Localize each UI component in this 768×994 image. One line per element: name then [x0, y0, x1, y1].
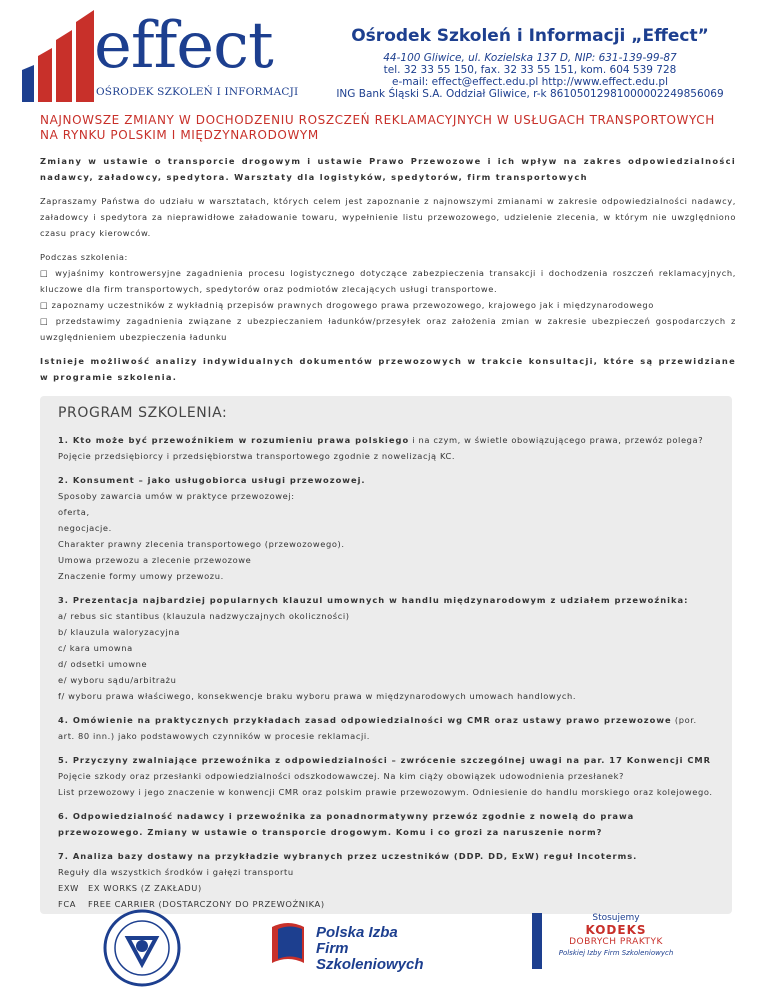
intro-section: [40, 113, 736, 393]
phones: tel. 32 33 55 150, fax. 32 33 55 151, kom. 604 539 728: [383, 64, 677, 76]
incoterm-code: FCA: [58, 899, 77, 909]
program-section-5: [58, 752, 714, 800]
program-box: [40, 396, 732, 914]
lead-paragraph: Zmiany w ustawie o transporcie drogowym i ustawie Prawo Przewozowe i ich wpływ na zakres odpowiedzialności nadawcy, załadowcy, spedytora. Warsztaty dla logistyków, spedytorów, firm transportowych: [40, 156, 736, 182]
section-heading: 1. Kto może być przewoźnikiem w rozumieniu prawa polskiego: [58, 435, 410, 445]
section-line: Znaczenie formy umowy przewozu.: [58, 571, 224, 581]
section-line: Reguły dla wszystkich środków i gałęzi transportu: [58, 867, 294, 877]
bank-account: ING Bank Śląski S.A. Oddział Gliwice, r-k 86105012981000002249856069: [336, 88, 724, 100]
incoterm-desc: EX WORKS (Z ZAKŁADU): [88, 883, 202, 893]
address: 44-100 Gliwice, ul. Kozielska 137 D, NIP: 631-139-99-87: [383, 52, 677, 64]
during-label: Podczas szkolenia:: [40, 252, 128, 262]
logo-subtitle: OŚRODEK SZKOLEŃ I INFORMACJI: [96, 86, 299, 98]
section-line: Charakter prawny zlecenia transportowego (przewozowego).: [58, 539, 345, 549]
section-heading: 3. Prezentacja najbardziej popularnych klauzul umownych w handlu międzynarodowym z udziałem przewoźnika:: [58, 595, 689, 605]
section-line: d/ odsetki umowne: [58, 659, 148, 669]
list-item: □ przedstawimy zagadnienia związane z ubezpieczaniem ładunków/przesyłek oraz założenia zmian w zakresie ubezpieczeń gospodarczych z uwzględnieniem ubezpieczenia ładunku: [40, 316, 736, 342]
section-heading: 2. Konsument – jako usługobiorca usługi przewozowej.: [58, 475, 366, 485]
kodeks-line-2: KODEKS: [585, 923, 647, 937]
section-line: Umowa przewozu a zlecenie przewozowe: [58, 555, 252, 565]
program-section-3: [58, 592, 714, 704]
section-line: oferta,: [58, 507, 90, 517]
certification-seal-icon: [102, 908, 182, 988]
section-line: negocjacje.: [58, 523, 112, 533]
bullet-list: [40, 265, 736, 345]
section-line: f/ wyboru prawa właściwego, konsekwencje braku wyboru prawa w międzynarodowych umowach handlowych.: [58, 691, 577, 701]
list-item: □ wyjaśnimy kontrowersyjne zagadnienia procesu logistycznego dotyczące zabezpieczenia transakcji i dochodzenia roszczeń reklamacyjnych, kluczowe dla firm transportowych, spedytorów oraz podmiotów zlecających usługi transportowe.: [40, 268, 736, 294]
section-line: c/ kara umowna: [58, 643, 133, 653]
kodeks-line-3: DOBRYCH PRAKTYK: [569, 937, 663, 947]
program-section-7: [58, 848, 714, 912]
footer-logos: [0, 905, 768, 994]
section-heading: 5. Przyczyny zwalniające przewoźnika z odpowiedzialności – zwrócenie szczególnej uwagi na par. 17 Konwencji CMR: [58, 755, 712, 765]
contact-block: [300, 52, 760, 100]
kodeks-logo: [532, 913, 682, 969]
kodeks-line-1: Stosujemy: [592, 913, 640, 923]
closing-paragraph: Istnieje możliwość analizy indywidualnych dokumentów przewozowych w trakcie konsultacji, które są przewidziane w programie szkolenia.: [40, 356, 736, 382]
section-line: b/ klauzula waloryzacyjna: [58, 627, 180, 637]
section-heading: 6. Odpowiedzialność nadawcy i przewoźnika za ponadnormatywny przewóz zgodnie z nowelą do prawa przewozowego. Zmiany w ustawie o transporcie drogowym. Komu i co grozi za naruszenie norm?: [58, 811, 635, 837]
invite-paragraph: Zapraszamy Państwa do udziału w warsztatach, których celem jest zapoznanie z najnowszymi zmianami w zakresie odpowiedzialności nadawcy, załadowcy i spedytora za nieprawidłowe załadowanie towaru, wypełnienie listu przewozowego, udzielenie zlecenia, w którym nie uwzględniono czasu pracy kierowców.: [40, 196, 736, 238]
program-section-1: [58, 432, 714, 464]
section-heading: 4. Omówienie na praktycznych przykładach zasad odpowiedzialności wg CMR oraz ustawy prawo przewozowe: [58, 715, 672, 725]
pif-logo: [270, 919, 450, 973]
section-text: i na czym, w świetle obowiązującego prawa, przewóz polega? Pojęcie przedsiębiorcy i przedsiębiorstwa transportowego zgodnie z nowelizacją KC.: [58, 435, 704, 461]
section-line: a/ rebus sic stantibus (klauzula nadzwyczajnych okoliczności): [58, 611, 350, 621]
org-title: Ośrodek Szkoleń i Informacji „Effect”: [351, 26, 709, 46]
incoterm-code: EXW: [58, 883, 79, 893]
program-title: PROGRAM SZKOLENIA:: [58, 405, 228, 421]
pif-book-icon: [270, 919, 310, 965]
section-line: List przewozowy i jego znaczenie w konwencji CMR oraz polskim prawie przewozowym. Odniesienie do handlu morskiego oraz kolejowego.: [58, 787, 713, 797]
program-section-6: [58, 808, 714, 840]
pif-line-1: Polska Izba: [316, 924, 398, 941]
letterhead: [0, 0, 768, 110]
incoterm-row: [58, 880, 714, 896]
program-section-4: [58, 712, 714, 744]
incoterm-desc: FREE CARRIER (DOSTARCZONY DO PRZEWOŹNIKA): [88, 899, 325, 909]
program-section-2: [58, 472, 714, 584]
section-text: (por. art. 80 inn.) jako podstawowych czynników w procesie reklamacji.: [58, 715, 697, 741]
pif-line-2: Firm Szkoleniowych: [316, 940, 424, 973]
section-line: Pojęcie szkody oraz przesłanki odpowiedzialności odszkodowawczej. Na kim ciąży obowiązek udowodnienia przesłanek?: [58, 771, 624, 781]
kodeks-line-4: Polskiej Izby Firm Szkoleniowych: [558, 949, 674, 957]
section-line: e/ wyboru sądu/arbitrażu: [58, 675, 177, 685]
web-contact[interactable]: e-mail: effect@effect.edu.pl http://www.effect.edu.pl: [392, 76, 668, 88]
logo-wordmark: effect: [94, 9, 273, 83]
document-title: NAJNOWSZE ZMIANY W DOCHODZENIU ROSZCZEŃ REKLAMACYJNYCH W USŁUGACH TRANSPORTOWYCH NA RYNKU POLSKIM I MIĘDZYNARODOWYM: [40, 113, 715, 142]
section-heading: 7. Analiza bazy dostawy na przykładzie wybranych przez uczestników (DDP. DD, ExW) reguł Incoterms.: [58, 851, 638, 861]
list-item: □ zapoznamy uczestników z wykładnią przepisów prawnych drogowego prawa przewozowego, krajowego jak i międzynarodowego: [40, 300, 654, 310]
kodeks-side-bar: [532, 913, 542, 969]
section-line: Sposoby zawarcia umów w praktyce przewozowej:: [58, 491, 295, 501]
